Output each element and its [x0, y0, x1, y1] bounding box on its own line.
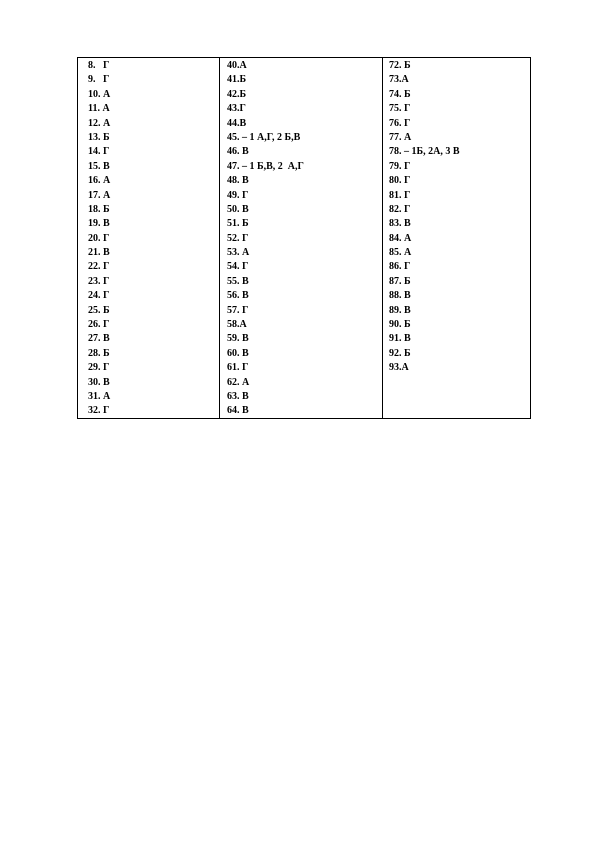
- answer-cell: 51. Б: [227, 218, 249, 230]
- answer-cell: 77. А: [389, 131, 412, 143]
- answer-cell: 76. Г: [389, 117, 411, 129]
- answer-cell: 79. Г: [389, 160, 411, 172]
- answer-cell: 26. Г: [88, 319, 110, 331]
- answer-cell: 9. Г: [88, 74, 110, 86]
- answer-cell: 54. Г: [227, 261, 249, 273]
- answer-cell: 72. Б: [389, 60, 411, 71]
- answer-cell: 61. Г: [227, 362, 249, 374]
- answer-cell: 41.Б: [227, 74, 247, 86]
- answer-cell: 74. Б: [389, 88, 411, 100]
- answer-key-table: [77, 57, 531, 419]
- answer-cell: 83. В: [389, 218, 411, 230]
- answer-cell: 56. В: [227, 290, 249, 302]
- answer-cell: 14. Г: [88, 146, 110, 158]
- answer-cell: 59. В: [227, 333, 249, 345]
- answer-cell: 19. В: [88, 218, 110, 230]
- answer-cell: 13. Б: [88, 131, 110, 143]
- answer-cell: 45. – 1 А,Г, 2 Б,В: [227, 131, 301, 143]
- answer-cell: 52. Г: [227, 232, 249, 244]
- answer-cell: 85. А: [389, 247, 412, 259]
- answer-cell: 47. – 1 Б,В, 2 А,Г: [227, 160, 304, 172]
- answer-cell: 63. В: [227, 390, 249, 402]
- answer-cell: 60. В: [227, 347, 249, 359]
- answer-cell: 16. А: [88, 175, 111, 187]
- answer-cell: 57. Г: [227, 304, 249, 316]
- answer-cell: 50. В: [227, 203, 249, 215]
- answer-cell: 78. – 1Б, 2А, 3 В: [389, 146, 460, 158]
- answer-cell: 25. Б: [88, 304, 110, 316]
- answer-cell: 92. Б: [389, 347, 411, 359]
- answer-cell: 87. Б: [389, 275, 411, 287]
- answer-cell: 23. Г: [88, 275, 110, 287]
- answer-cell: 88. В: [389, 290, 411, 302]
- answer-cell: 32. Г: [88, 405, 110, 417]
- answer-cell: 8. Г: [88, 60, 110, 71]
- answer-cell: 24. Г: [88, 290, 110, 302]
- answer-cell: 27. В: [88, 333, 110, 345]
- answer-cell: 31. А: [88, 390, 111, 402]
- answer-cell: 86. Г: [389, 261, 411, 273]
- answer-cell: 53. А: [227, 247, 250, 259]
- answer-cell: 90. Б: [389, 319, 411, 331]
- answer-cell: 81. Г: [389, 189, 411, 201]
- answer-cell: 30. В: [88, 376, 110, 388]
- answer-cell: 21. В: [88, 247, 110, 259]
- answer-cell: 93.А: [389, 362, 409, 374]
- answer-cell: 48. В: [227, 175, 249, 187]
- answer-cell: 80. Г: [389, 175, 411, 187]
- answer-cell: 62. А: [227, 376, 250, 388]
- answer-cell: 12. А: [88, 117, 111, 129]
- answer-cell: 82. Г: [389, 203, 411, 215]
- answer-cell: 28. Б: [88, 347, 110, 359]
- answer-cell: 18. Б: [88, 203, 110, 215]
- answer-cell: 29. Г: [88, 362, 110, 374]
- answer-column-2: [220, 58, 383, 418]
- answer-cell: 20. Г: [88, 232, 110, 244]
- answer-cell: 42.Б: [227, 88, 247, 100]
- answer-cell: 40.А: [227, 60, 247, 71]
- answer-cell: 10. А: [88, 88, 111, 100]
- answer-cell: 49. Г: [227, 189, 249, 201]
- answer-cell: 15. В: [88, 160, 110, 172]
- answer-cell: 17. А: [88, 189, 111, 201]
- answer-cell: 46. В: [227, 146, 249, 158]
- answer-cell: 73.А: [389, 74, 409, 86]
- answer-column-1: [78, 58, 220, 418]
- answer-cell: 58.А: [227, 319, 247, 331]
- answer-cell: 11. А: [88, 103, 110, 115]
- answer-cell: 64. В: [227, 405, 249, 417]
- answer-cell: 75. Г: [389, 103, 411, 115]
- answer-cell: 55. В: [227, 275, 249, 287]
- answer-column-3: [383, 58, 530, 418]
- answer-cell: 22. Г: [88, 261, 110, 273]
- answer-cell: 84. А: [389, 232, 412, 244]
- answer-cell: 44.В: [227, 117, 247, 129]
- answer-cell: 43.Г: [227, 103, 246, 115]
- answer-cell: 89. В: [389, 304, 411, 316]
- answer-cell: 91. В: [389, 333, 411, 345]
